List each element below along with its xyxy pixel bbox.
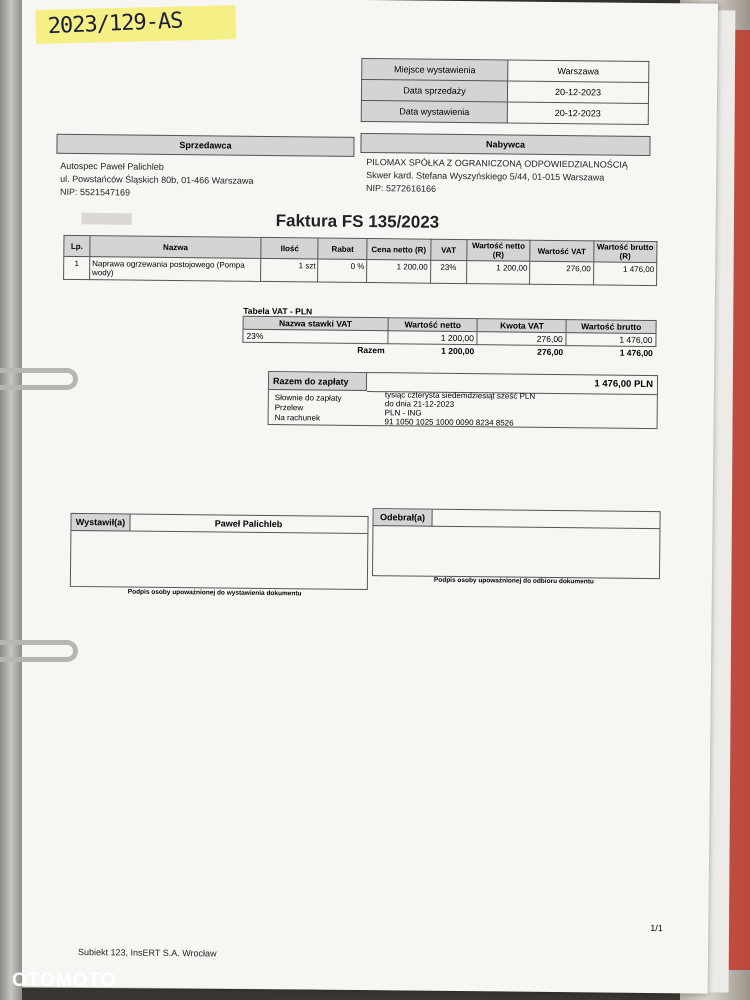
col-header: Kwota VAT [477, 319, 566, 333]
payment-value: 91 1050 1025 1000 0090 8234 8526 [384, 417, 514, 428]
payment-value: tysiąc czterysta siedemdziesiąt sześć PLN [384, 390, 536, 401]
cell-net-value: 1 200,00 [466, 261, 530, 285]
col-header: VAT [430, 239, 467, 260]
otomoto-watermark: OTOMOTO [12, 970, 117, 991]
seller-block [60, 160, 254, 201]
issued-label: Wystawił(a) [71, 514, 130, 532]
col-header: Cena netto (R) [367, 239, 431, 261]
buyer-name: PILOMAX SPÓŁKA Z OGRANICZONĄ ODPOWIEDZIALNOŚCIĄ [366, 157, 628, 170]
vat-table [242, 306, 656, 359]
show-through-shadow: ▆▆▆▆▆ [81, 209, 132, 225]
table-row [64, 256, 657, 285]
col-header: Nazwa [90, 236, 262, 259]
cell-vat: 276,00 [477, 332, 566, 346]
cell-net-price: 1 200,00 [367, 260, 431, 284]
cell-qty: 1 szt [261, 258, 318, 282]
invoice-page [4, 0, 718, 994]
footer-software: Subiekt 123, InsERT S.A. Wrocław [77, 947, 217, 959]
cell-gross: 1 476,00 [566, 333, 656, 347]
meta-label: Data wystawienia [361, 100, 507, 123]
receiver-signature-box [372, 508, 661, 579]
buyer-address: Skwer kard. Stefana Wyszyńskiego 5/44, 01-015 Warszawa [366, 170, 605, 183]
payment-label: Przelew [274, 403, 304, 413]
meta-label: Miejsce wystawienia [362, 58, 508, 81]
binder-ring-top [0, 368, 78, 390]
received-label: Odebrał(a) [373, 509, 432, 527]
received-name-field [431, 510, 659, 529]
buyer-heading: Nabywca [360, 133, 650, 156]
buyer-nip: NIP: 5272616166 [365, 183, 437, 194]
buyer-block [366, 156, 628, 198]
vat-caption: Tabela VAT - PLN [243, 306, 656, 321]
col-header: Lp. [64, 235, 90, 256]
seller-nip: NIP: 5521547169 [59, 186, 131, 198]
meta-value: 20-12-2023 [507, 102, 648, 124]
cell-gross-value: 1 476,00 [593, 262, 657, 286]
cell-vat-rate: 23% [430, 260, 467, 283]
total-net: 1 200,00 [441, 345, 475, 357]
col-header: Wartość netto (R) [467, 240, 531, 262]
items-table [63, 235, 657, 286]
page-number: 1/1 [650, 923, 663, 934]
col-header: Wartość netto [388, 318, 478, 332]
payment-values [385, 390, 536, 428]
invoice-title: Faktura FS 135/2023 [275, 211, 440, 232]
cell-lp: 1 [64, 256, 90, 279]
cell-name: Naprawa ogrzewania postojowego (Pompa wody) [90, 257, 262, 282]
payment-value: do dnia 21-12-2023 [384, 399, 455, 409]
total-gross: 1 476,00 [619, 347, 653, 359]
cell-net: 1 200,00 [388, 331, 478, 345]
col-header: Rabat [318, 238, 367, 260]
payment-title: Razem do zapłaty [269, 372, 367, 391]
payment-box [268, 371, 659, 429]
issuer-signature-box [70, 513, 369, 590]
total-label: Razem [357, 344, 385, 356]
seller-address: ul. Powstańców Śląskich 80b, 01-466 Warszawa [60, 173, 254, 186]
issued-caption: Podpis osoby upoważnionej do wystawienia dokumentu [127, 588, 302, 598]
meta-table [361, 58, 650, 125]
cell-rate-name: 23% [243, 329, 388, 344]
payment-value: PLN - ING [384, 408, 422, 418]
payment-label: Na rachunek [274, 413, 321, 423]
col-header: Ilość [261, 237, 318, 259]
meta-value: 20-12-2023 [507, 81, 648, 103]
col-header: Nazwa stawki VAT [243, 316, 388, 331]
payment-labels [275, 393, 342, 424]
col-header: Wartość VAT [530, 240, 594, 262]
handwritten-note: 2023/129-AS [47, 8, 183, 40]
payment-label: Słownie do zapłaty [274, 393, 342, 403]
received-caption: Podpis osoby upoważnionej do odbioru dokumentu [433, 576, 594, 586]
seller-heading: Sprzedawca [56, 134, 354, 157]
col-header: Wartość brutto (R) [593, 241, 657, 263]
meta-label: Data sprzedaży [361, 79, 507, 102]
col-header: Wartość brutto [566, 320, 656, 334]
binder-ring-bottom [0, 640, 78, 662]
issued-name: Paweł Palichleb [129, 515, 367, 534]
meta-value: Warszawa [508, 60, 649, 82]
binder-spine [0, 0, 22, 1000]
cell-discount: 0 % [318, 259, 367, 283]
seller-name: Autospec Paweł Palichleb [60, 160, 164, 172]
total-vat: 276,00 [537, 346, 564, 358]
payment-amount: 1 476,00 PLN [367, 373, 657, 395]
cell-vat-value: 276,00 [530, 261, 594, 285]
